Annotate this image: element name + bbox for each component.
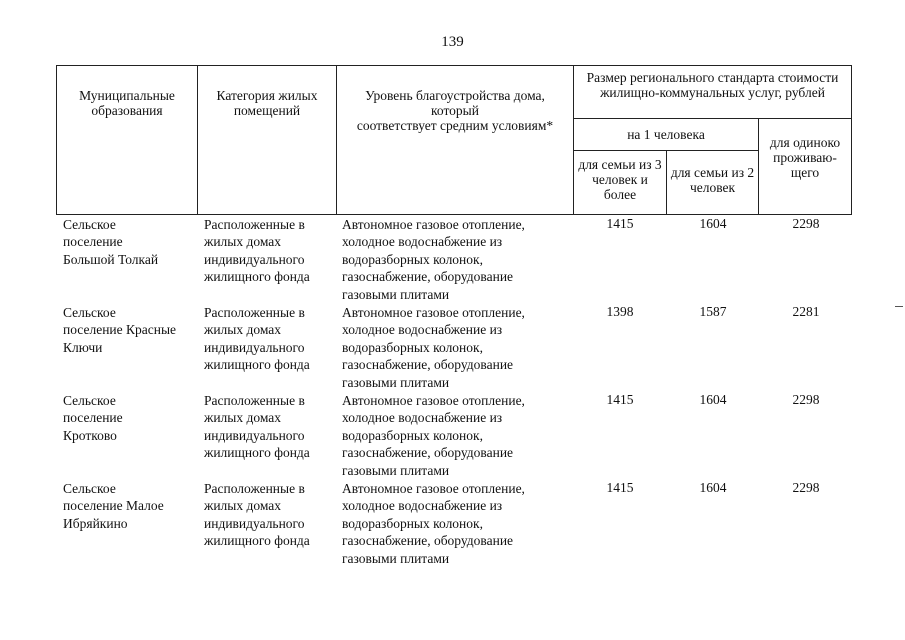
header-family3 [573, 150, 667, 215]
row4-category-line3: индивидуального [204, 515, 305, 531]
row4-municipality-line2: поселение Малое [63, 498, 164, 514]
header-family3-label: для семьи из 3 человек и более [578, 157, 662, 202]
row1-municipality-line2: поселение [63, 234, 123, 250]
header-standard-group [573, 65, 852, 119]
row3-category [204, 392, 310, 462]
row1-level [342, 216, 525, 303]
header-municipality [56, 65, 198, 215]
header-family2-label: для семьи из 2 человек [670, 165, 755, 195]
row1-single-value: 2298 [792, 216, 820, 231]
row3-municipality-line1: Сельское [63, 393, 116, 408]
row2-family2-value: 1587 [699, 304, 727, 319]
header-single [758, 118, 852, 215]
row3-category-line1: Расположенные в [204, 393, 305, 408]
row1-category-line1: Расположенные в [204, 217, 305, 232]
row3-category-line4: жилищного фонда [204, 445, 310, 461]
header-single-label: для одиноко проживаю-щего [769, 135, 841, 180]
row4-category [204, 480, 310, 550]
row3-level-line5: газовыми плитами [342, 462, 450, 478]
row3-level-line4: газоснабжение, оборудование [342, 445, 514, 461]
row3-municipality-line2: поселение [63, 410, 123, 426]
row3-category-line3: индивидуального [204, 427, 305, 443]
row2-family3-value: 1398 [606, 304, 634, 319]
row4-level-line5: газовыми плитами [342, 550, 450, 566]
row4-family2-value: 1604 [699, 480, 727, 495]
row2-single-value: 2281 [792, 304, 820, 319]
header-level-line1: Уровень благоустройства дома, [365, 88, 545, 103]
row3-municipality [63, 392, 123, 444]
header-per-person [573, 118, 759, 151]
row2-municipality-line2: поселение Красные [63, 322, 177, 338]
row2-level-line2: холодное водоснабжение из [342, 322, 503, 338]
row4-category-line2: жилых домах [204, 498, 282, 514]
row1-category-line4: жилищного фонда [204, 269, 310, 285]
row3-category-line2: жилых домах [204, 410, 282, 426]
row2-level-line3: водоразборных колонок, [342, 339, 483, 355]
row2-level-line4: газоснабжение, оборудование [342, 357, 514, 373]
row4-family3-value: 1415 [606, 480, 634, 495]
header-category-label: Категория жилых помещений [216, 88, 318, 118]
header-standard-group-label: Размер регионального стандарта стоимости жилищно-коммунальных услуг, рублей [586, 70, 839, 100]
row2-level-line1: Автономное газовое отопление, [342, 305, 525, 320]
row4-level [342, 480, 525, 567]
row4-category-line4: жилищного фонда [204, 533, 310, 549]
row4-single-value: 2298 [792, 480, 820, 495]
row2-municipality [63, 304, 176, 356]
row3-family2-value: 1604 [699, 392, 727, 407]
row3-level-line2: холодное водоснабжение из [342, 410, 503, 426]
row1-municipality-line3: Большой Толкай [63, 251, 159, 267]
row1-municipality-line1: Сельское [63, 217, 116, 232]
row2-level [342, 304, 525, 391]
row1-municipality [63, 216, 158, 268]
row4-level-line2: холодное водоснабжение из [342, 498, 503, 514]
row1-level-line4: газоснабжение, оборудование [342, 269, 514, 285]
row2-category-line3: индивидуального [204, 339, 305, 355]
row2-municipality-line1: Сельское [63, 305, 116, 320]
row2-category-line1: Расположенные в [204, 305, 305, 320]
row2-category [204, 304, 310, 374]
row1-category-line3: индивидуального [204, 251, 305, 267]
row1-category [204, 216, 310, 286]
row4-municipality-line1: Сельское [63, 481, 116, 496]
row2-category-line2: жилых домах [204, 322, 282, 338]
header-level [336, 65, 574, 215]
row1-category-line2: жилых домах [204, 234, 282, 250]
row2-municipality-line3: Ключи [63, 339, 103, 355]
row2-category-line4: жилищного фонда [204, 357, 310, 373]
row4-level-line4: газоснабжение, оборудование [342, 533, 514, 549]
header-per-person-label: на 1 человека [627, 127, 705, 142]
row1-level-line1: Автономное газовое отопление, [342, 217, 525, 232]
row1-level-line5: газовыми плитами [342, 286, 450, 302]
row4-municipality-line3: Ибряйкино [63, 515, 128, 531]
header-category [197, 65, 337, 215]
header-level-line2: который [431, 103, 479, 118]
row1-family3-value: 1415 [606, 216, 634, 231]
header-family2 [666, 150, 759, 215]
row3-single-value: 2298 [792, 392, 820, 407]
row3-level-line3: водоразборных колонок, [342, 427, 483, 443]
margin-mark [895, 306, 903, 307]
row3-family3-value: 1415 [606, 392, 634, 407]
row2-level-line5: газовыми плитами [342, 374, 450, 390]
row3-level-line1: Автономное газовое отопление, [342, 393, 525, 408]
row4-category-line1: Расположенные в [204, 481, 305, 496]
header-level-line3: соответствует средним условиям* [356, 118, 554, 133]
header-municipality-label: Муниципальные образования [79, 88, 175, 118]
row1-level-line2: холодное водоснабжение из [342, 234, 503, 250]
row3-level [342, 392, 525, 479]
row4-level-line1: Автономное газовое отопление, [342, 481, 525, 496]
page-number: 139 [441, 34, 464, 50]
row1-family2-value: 1604 [699, 216, 727, 231]
row1-level-line3: водоразборных колонок, [342, 251, 483, 267]
row4-level-line3: водоразборных колонок, [342, 515, 483, 531]
row3-municipality-line3: Кротково [63, 427, 117, 443]
row4-municipality [63, 480, 164, 532]
